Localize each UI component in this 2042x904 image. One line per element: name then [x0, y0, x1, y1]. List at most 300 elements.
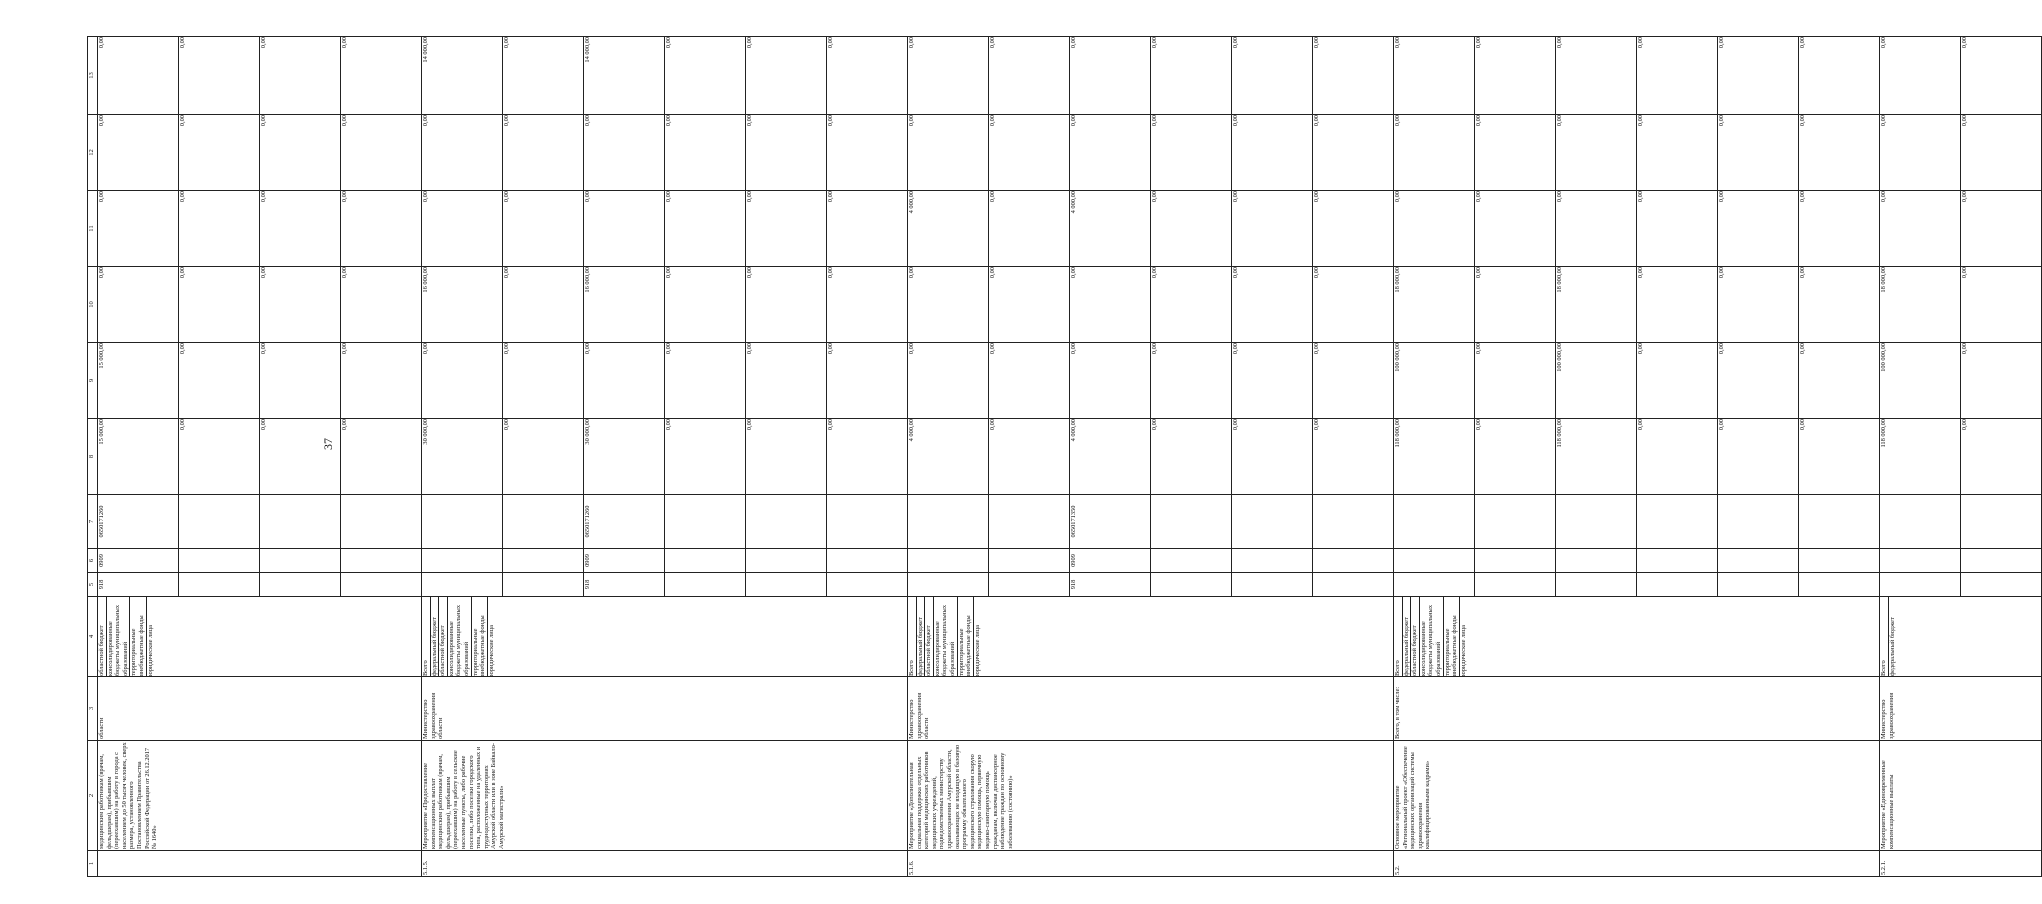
grbs-code — [1717, 573, 1798, 596]
grbs-code — [1394, 573, 1474, 596]
value-2022-cell — [908, 267, 1394, 343]
measure-name: Мероприятие «Единовременные компенсационные выплаты — [1880, 741, 2042, 851]
value-2024: 0,00 — [502, 114, 583, 191]
value-2021: 0,00 — [1231, 342, 1312, 419]
value-2024: 0,00 — [1717, 114, 1798, 191]
value-2021: 0,00 — [1312, 342, 1393, 419]
value-2020: 4 000,00 — [1069, 418, 1150, 495]
funding-source: областной бюджет — [438, 596, 447, 677]
value-2024: 0,00 — [1798, 114, 1879, 191]
value-2021: 0,00 — [745, 342, 826, 419]
funding-source: территориальные внебюджетные фонды — [957, 596, 973, 677]
value-2021: 0,00 — [826, 342, 907, 419]
value-2021: 100 000,00 — [1394, 343, 1401, 372]
funding-source: консолидированные бюджеты муниципальных образований — [1419, 596, 1443, 677]
grbs-code-cell — [908, 573, 1394, 597]
value-2024: 0,00 — [664, 114, 745, 191]
value-2023: 0,00 — [98, 191, 105, 203]
value-2020: 0,00 — [1636, 418, 1717, 495]
value-2020-cell — [422, 419, 908, 495]
value-2023-cell — [1880, 191, 2042, 267]
value-2020: 118 000,00 — [1555, 418, 1636, 495]
value-2020-cell — [1394, 419, 1880, 495]
value-2024: 0,00 — [178, 114, 259, 191]
value-2025: 0,00 — [908, 37, 915, 49]
grbs-code — [908, 573, 988, 596]
grbs-code — [1880, 573, 1960, 596]
value-2020: 4 000,00 — [908, 419, 915, 442]
row-number: 5.2. — [1394, 851, 1880, 877]
value-2024: 0,00 — [340, 114, 421, 191]
value-2021: 0,00 — [259, 342, 340, 419]
value-2021: 100 000,00 — [1880, 343, 1887, 372]
value-2024: 0,00 — [1150, 114, 1231, 191]
grbs-code — [259, 573, 340, 596]
grbs-code — [1960, 573, 2041, 596]
value-2024: 0,00 — [908, 115, 915, 127]
value-2023: 0,00 — [1555, 190, 1636, 267]
value-2021: 0,00 — [1798, 342, 1879, 419]
value-2023-cell — [98, 191, 422, 267]
value-2023: 0,00 — [340, 190, 421, 267]
rotated-table-container — [87, 37, 1968, 877]
csr-code-cell — [422, 495, 908, 549]
value-2023: 0,00 — [259, 190, 340, 267]
rz-code: 0909 — [1069, 549, 1150, 572]
value-2025: 0,00 — [1798, 36, 1879, 115]
grbs-code — [502, 573, 583, 596]
csr-code — [664, 495, 745, 548]
csr-code — [1636, 495, 1717, 548]
executor: Всего, в том числе: — [1394, 677, 1880, 741]
header-cell: 9 — [88, 343, 98, 419]
value-2025: 0,00 — [1474, 36, 1555, 115]
rz-code: 0909 — [583, 549, 664, 572]
funding-source-cell — [1880, 597, 2042, 677]
csr-code: 0650171260 — [98, 505, 105, 538]
value-2024: 0,00 — [1636, 114, 1717, 191]
value-2020: 0,00 — [502, 418, 583, 495]
value-2020: 0,00 — [1231, 418, 1312, 495]
grbs-code-cell — [1394, 573, 1880, 597]
value-2024: 0,00 — [1312, 114, 1393, 191]
table-row — [98, 37, 422, 877]
table-body — [88, 37, 2042, 877]
grbs-code: 918 — [98, 579, 105, 590]
value-2022: 0,00 — [1474, 266, 1555, 343]
funding-source: федеральный бюджет — [1402, 596, 1411, 677]
value-2022-cell — [1394, 267, 1880, 343]
measure-name: Основное мероприятие «Региональный проект «Обеспечение медицинских организаций системы здравоохранения квалифицированными кадрами» — [1394, 741, 1880, 851]
value-2021: 0,00 — [340, 342, 421, 419]
value-2025: 0,00 — [178, 36, 259, 115]
csr-code — [259, 495, 340, 548]
value-2022: 0,00 — [908, 267, 915, 279]
value-2025: 0,00 — [745, 36, 826, 115]
rz-code-cell — [1880, 549, 2042, 573]
rz-code — [1231, 549, 1312, 572]
funding-source: федеральный бюджет — [1888, 596, 1897, 677]
value-2020-cell — [98, 419, 422, 495]
funding-source: территориальные внебюджетные фонды — [471, 596, 487, 677]
csr-code — [988, 495, 1069, 548]
value-2024: 0,00 — [1960, 114, 2041, 191]
header-row — [88, 37, 98, 877]
value-2025: 0,00 — [1717, 36, 1798, 115]
csr-code — [502, 495, 583, 548]
header-cell: 5 — [88, 573, 98, 597]
rz-code — [1555, 549, 1636, 572]
measure-name: медицинским работникам (врачам, фельдшерам), прибывшим (переехавшим) на работу в города с населением до 50 тысяч человек, сверх размера, установленного Постановлением Правительства Российской Федерации от 26.12.2017 № 1640» — [98, 741, 422, 851]
grbs-code — [422, 573, 502, 596]
rz-code-cell — [98, 549, 422, 573]
value-2022: 16 000,00 — [422, 267, 429, 293]
value-2021: 0,00 — [422, 343, 429, 355]
header-cell: 8 — [88, 419, 98, 495]
header-cell: 12 — [88, 115, 98, 191]
csr-code — [1960, 495, 2041, 548]
rz-code — [1636, 549, 1717, 572]
value-2023: 0,00 — [1312, 190, 1393, 267]
value-2021-cell — [1394, 343, 1880, 419]
value-2020: 0,00 — [1474, 418, 1555, 495]
value-2021: 0,00 — [1150, 342, 1231, 419]
grbs-code: 918 — [583, 573, 664, 596]
value-2020: 30 000,00 — [422, 419, 429, 445]
rz-code — [1960, 549, 2041, 572]
funding-source: Всего — [422, 660, 429, 676]
value-2024: 0,00 — [1069, 114, 1150, 191]
grbs-code — [1798, 573, 1879, 596]
value-2021: 0,00 — [1960, 342, 2041, 419]
csr-code-cell — [908, 495, 1394, 549]
rz-code — [988, 549, 1069, 572]
grbs-code — [1312, 573, 1393, 596]
value-2020-cell — [908, 419, 1394, 495]
value-2021: 0,00 — [178, 342, 259, 419]
measure-name: Мероприятие «Предоставление компенсационных выплат медицинским работникам (врачам, фельдшерам), прибывшим (переехавшим) на работу в сельские населенные пункты, либо рабочие поселки, либо поселки городского типа, расположенные на удаленных и труднодоступных территориях Амурской области или в зоне Байкало-Амурской магистрали» — [422, 741, 908, 851]
value-2022: 0,00 — [1636, 266, 1717, 343]
value-2022: 0,00 — [98, 267, 105, 279]
value-2022: 18 000,00 — [1880, 267, 1887, 293]
value-2023: 0,00 — [178, 190, 259, 267]
grbs-code-cell — [98, 573, 422, 597]
value-2025: 0,00 — [826, 36, 907, 115]
funding-source-cell — [422, 597, 908, 677]
grbs-code — [1150, 573, 1231, 596]
value-2024-cell — [1394, 115, 1880, 191]
value-2021: 0,00 — [988, 342, 1069, 419]
rz-code-cell — [908, 549, 1394, 573]
value-2021: 0,00 — [1474, 342, 1555, 419]
grbs-code — [340, 573, 421, 596]
value-2025: 0,00 — [664, 36, 745, 115]
csr-code — [340, 495, 421, 548]
value-2024: 0,00 — [826, 114, 907, 191]
value-2021: 0,00 — [1069, 342, 1150, 419]
value-2023: 0,00 — [826, 190, 907, 267]
value-2023: 0,00 — [988, 190, 1069, 267]
value-2025: 0,00 — [1231, 36, 1312, 115]
header-cell: 10 — [88, 267, 98, 343]
value-2024: 0,00 — [988, 114, 1069, 191]
value-2024: 0,00 — [1231, 114, 1312, 191]
funding-source: консолидированные бюджеты муниципальных образований — [106, 596, 130, 677]
value-2023: 0,00 — [1880, 191, 1887, 203]
value-2021: 0,00 — [1717, 342, 1798, 419]
rz-code — [1150, 549, 1231, 572]
value-2025-cell — [1394, 37, 1880, 115]
csr-code-cell — [1880, 495, 2042, 549]
csr-code: 0650171260 — [583, 495, 664, 548]
table-row — [422, 37, 908, 877]
rz-code — [178, 549, 259, 572]
value-2023: 0,00 — [502, 190, 583, 267]
value-2020: 0,00 — [1312, 418, 1393, 495]
header-cell: 3 — [88, 677, 98, 741]
value-2024: 0,00 — [1394, 115, 1401, 127]
value-2025: 0,00 — [259, 36, 340, 115]
funding-source: областной бюджет — [924, 596, 933, 677]
value-2020: 0,00 — [1717, 418, 1798, 495]
value-2024-cell — [422, 115, 908, 191]
value-2020: 0,00 — [1960, 418, 2041, 495]
value-2025-cell — [422, 37, 908, 115]
value-2022: 0,00 — [1231, 266, 1312, 343]
table-row — [1880, 37, 2042, 877]
value-2025: 0,00 — [1150, 36, 1231, 115]
value-2025: 0,00 — [98, 37, 105, 49]
grbs-code-cell — [1880, 573, 2042, 597]
csr-code — [1150, 495, 1231, 548]
value-2021-cell — [422, 343, 908, 419]
value-2025: 0,00 — [1636, 36, 1717, 115]
header-cell: 4 — [88, 597, 98, 677]
value-2022: 18 000,00 — [1555, 266, 1636, 343]
rz-code — [259, 549, 340, 572]
rz-code — [422, 549, 502, 572]
table-row — [908, 37, 1394, 877]
rz-code — [745, 549, 826, 572]
executor: Министерство здравоохранения области — [908, 677, 1394, 741]
grbs-code — [664, 573, 745, 596]
value-2022-cell — [1880, 267, 2042, 343]
value-2022: 0,00 — [340, 266, 421, 343]
value-2021: 100 000,00 — [1555, 342, 1636, 419]
value-2023: 0,00 — [1798, 190, 1879, 267]
grbs-code — [178, 573, 259, 596]
funding-source: федеральный бюджет — [430, 596, 439, 677]
funding-source: консолидированные бюджеты муниципальных образований — [933, 596, 957, 677]
rz-code — [340, 549, 421, 572]
grbs-code-cell — [422, 573, 908, 597]
csr-code — [1555, 495, 1636, 548]
csr-code — [1798, 495, 1879, 548]
value-2020: 0,00 — [988, 418, 1069, 495]
csr-code — [422, 495, 502, 548]
value-2024: 0,00 — [1474, 114, 1555, 191]
value-2025: 14 000,00 — [583, 36, 664, 115]
value-2024: 0,00 — [98, 115, 105, 127]
value-2022: 0,00 — [1717, 266, 1798, 343]
value-2022: 0,00 — [1312, 266, 1393, 343]
funding-source: юридические лица — [973, 596, 982, 677]
csr-code: 0650171350 — [1069, 495, 1150, 548]
program-financing-table — [87, 36, 2042, 877]
value-2020: 0,00 — [826, 418, 907, 495]
rz-code — [1717, 549, 1798, 572]
rz-code-cell — [422, 549, 908, 573]
funding-source: Всего — [1394, 660, 1401, 676]
measure-name: Мероприятие «Дополнительная социальная поддержка отдельных категорий медицинских работников медицинских учреждений, подведомственных министерству здравоохранения Амурской области, оказывающих не входящую в базовую программу обязательного медицинского страхования скорую медицинскую помощь, первичную медико-санитарную помощь гражданам, включая диспансерное наблюдение граждан по основному заболеванию (состоянию)» — [908, 741, 1394, 851]
rz-code — [664, 549, 745, 572]
csr-code — [826, 495, 907, 548]
value-2023: 0,00 — [1636, 190, 1717, 267]
rz-code — [908, 549, 988, 572]
value-2022-cell — [98, 267, 422, 343]
csr-code — [1312, 495, 1393, 548]
value-2023: 0,00 — [1474, 190, 1555, 267]
funding-source-cell — [98, 597, 422, 677]
funding-source: областной бюджет — [98, 625, 105, 676]
table-row — [1394, 37, 1880, 877]
value-2023: 0,00 — [422, 191, 429, 203]
header-cell: 7 — [88, 495, 98, 549]
csr-code — [745, 495, 826, 548]
value-2022: 0,00 — [664, 266, 745, 343]
value-2024-cell — [908, 115, 1394, 191]
rz-code — [502, 549, 583, 572]
value-2021-cell — [98, 343, 422, 419]
value-2024: 0,00 — [259, 114, 340, 191]
value-2022: 0,00 — [1798, 266, 1879, 343]
value-2023: 4 000,00 — [1069, 190, 1150, 267]
value-2020: 30 000,00 — [583, 418, 664, 495]
grbs-code: 918 — [1069, 573, 1150, 596]
value-2020: 0,00 — [178, 418, 259, 495]
value-2020: 118 000,00 — [1394, 419, 1401, 448]
value-2023: 4 000,00 — [908, 191, 915, 214]
value-2020: 0,00 — [340, 418, 421, 495]
funding-source: юридические лица — [146, 596, 155, 677]
csr-code-cell — [98, 495, 422, 549]
value-2025: 0,00 — [340, 36, 421, 115]
value-2025-cell — [98, 37, 422, 115]
value-2020-cell — [1880, 419, 2042, 495]
funding-source-cell — [908, 597, 1394, 677]
csr-code — [908, 495, 988, 548]
csr-code — [178, 495, 259, 548]
csr-code — [1394, 495, 1474, 548]
value-2022: 0,00 — [1069, 266, 1150, 343]
value-2021-cell — [1880, 343, 2042, 419]
value-2020: 0,00 — [1150, 418, 1231, 495]
value-2025: 0,00 — [502, 36, 583, 115]
value-2022: 0,00 — [745, 266, 826, 343]
value-2020: 0,00 — [664, 418, 745, 495]
rz-code — [1880, 549, 1960, 572]
funding-source: областной бюджет — [1410, 596, 1419, 677]
row-number: 5.1.6. — [908, 851, 1394, 877]
value-2025: 0,00 — [1555, 36, 1636, 115]
csr-code — [1880, 495, 1960, 548]
funding-source: юридические лица — [487, 596, 496, 677]
grbs-code — [1555, 573, 1636, 596]
header-cell: 2 — [88, 741, 98, 851]
page-number: 37 — [321, 438, 335, 450]
value-2020: 0,00 — [259, 418, 340, 495]
value-2024-cell — [1880, 115, 2042, 191]
funding-source: консолидированные бюджеты муниципальных образований — [447, 596, 471, 677]
row-number: 5.2.1. — [1880, 851, 2042, 877]
value-2021-cell — [908, 343, 1394, 419]
executor: области — [98, 677, 422, 741]
row-number: 5.1.5. — [422, 851, 908, 877]
value-2024: 0,00 — [1555, 114, 1636, 191]
value-2025: 14 000,00 — [422, 37, 429, 63]
value-2021: 0,00 — [908, 343, 915, 355]
grbs-code — [826, 573, 907, 596]
funding-source: территориальные внебюджетные фонды — [129, 596, 145, 677]
value-2025: 0,00 — [988, 36, 1069, 115]
funding-source: федеральный бюджет — [916, 596, 925, 677]
value-2021: 15 000,00 — [98, 343, 105, 369]
rz-code — [1394, 549, 1474, 572]
value-2025-cell — [1880, 37, 2042, 115]
executor: Министерство здравоохранения области — [422, 677, 908, 741]
grbs-code — [1474, 573, 1555, 596]
header-cell: 6 — [88, 549, 98, 573]
rz-code — [826, 549, 907, 572]
value-2022: 18 000,00 — [1394, 267, 1401, 293]
csr-code-cell — [1394, 495, 1880, 549]
header-cell: 13 — [88, 37, 98, 115]
funding-source: юридические лица — [1459, 596, 1468, 677]
csr-code — [1474, 495, 1555, 548]
rz-code — [1474, 549, 1555, 572]
funding-source-cell — [1394, 597, 1880, 677]
value-2023: 0,00 — [583, 190, 664, 267]
row-number — [98, 851, 422, 877]
value-2024: 0,00 — [1880, 115, 1887, 127]
executor: Министерство здравоохранения — [1880, 677, 2042, 741]
value-2022: 0,00 — [988, 266, 1069, 343]
value-2022: 0,00 — [826, 266, 907, 343]
value-2024: 0,00 — [745, 114, 826, 191]
value-2024: 0,00 — [422, 115, 429, 127]
value-2020: 118 000,00 — [1880, 419, 1887, 448]
value-2023: 0,00 — [1960, 190, 2041, 267]
value-2023: 0,00 — [664, 190, 745, 267]
header-cell: 11 — [88, 191, 98, 267]
value-2022: 0,00 — [259, 266, 340, 343]
value-2023-cell — [422, 191, 908, 267]
value-2022: 0,00 — [178, 266, 259, 343]
grbs-code — [988, 573, 1069, 596]
value-2025: 0,00 — [1069, 36, 1150, 115]
value-2023: 0,00 — [1150, 190, 1231, 267]
value-2024: 0,00 — [583, 114, 664, 191]
value-2021: 0,00 — [1636, 342, 1717, 419]
value-2025-cell — [908, 37, 1394, 115]
funding-source: Всего — [1880, 660, 1887, 676]
funding-source: Всего — [908, 660, 915, 676]
value-2020: 0,00 — [745, 418, 826, 495]
funding-source: территориальные внебюджетные фонды — [1443, 596, 1459, 677]
value-2020: 15 000,00 — [98, 419, 105, 445]
value-2021: 0,00 — [583, 342, 664, 419]
rz-code — [1312, 549, 1393, 572]
